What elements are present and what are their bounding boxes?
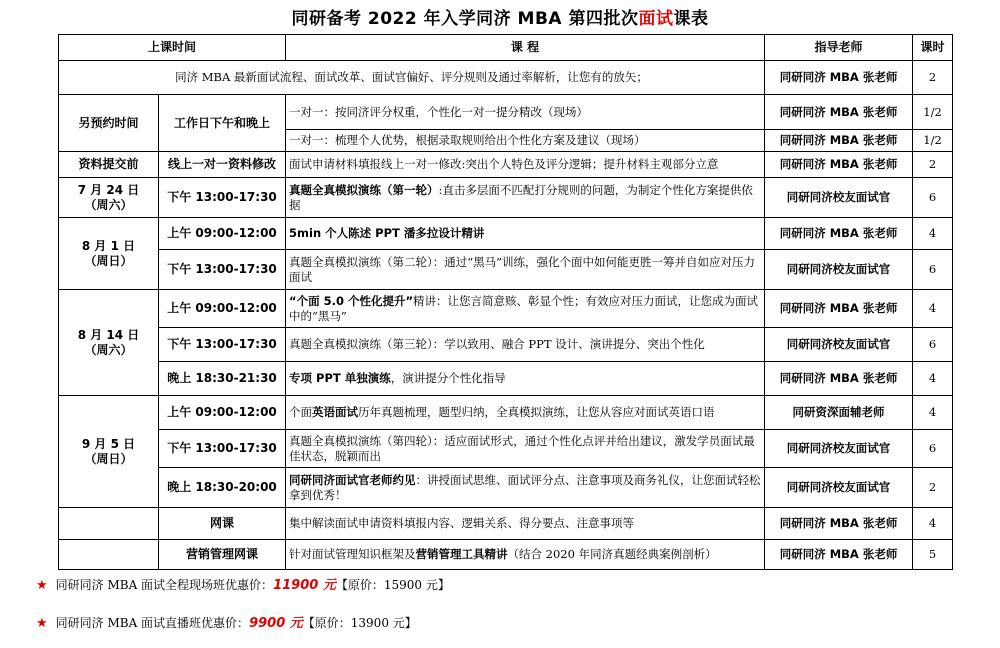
course-cell: 同济 MBA 最新面试流程、面试改革、面试官偏好、评分规则及通过率解析，让您有的放矢；: [59, 61, 765, 95]
date-line: 8 月 14 日: [77, 327, 140, 342]
course-cell: [286, 178, 765, 218]
schedule-table: [58, 34, 953, 570]
table-row: [59, 178, 953, 218]
price-label: 同研同济 MBA 面试全程现场班优惠价：: [55, 578, 274, 592]
course-bold: 英语面试: [312, 405, 359, 419]
star-icon: ★: [36, 616, 48, 631]
course-cell: 面试申请材料填报线上一对一修改:突出个人特色及评分逻辑；提升材料主观部分立意: [286, 152, 765, 178]
empty-cell: [59, 540, 159, 570]
hours-cell: 2: [913, 468, 953, 508]
price-line-live: [36, 612, 417, 631]
title-highlight: 面试: [638, 9, 674, 29]
course-text: :直击多层面不匹配打分规则的问题，为制定个性化方案提供依据: [289, 182, 753, 212]
table-row: [59, 362, 953, 396]
table-row: [59, 218, 953, 250]
course-bold: 5min 个人陈述 PPT 潘多拉设计精讲: [289, 226, 485, 240]
header-teacher: 指导老师: [765, 35, 913, 61]
teacher-cell: 同研同济 MBA 张老师: [765, 290, 913, 328]
teacher-cell: 同研同济 MBA 张老师: [765, 218, 913, 250]
table-row: [59, 250, 953, 290]
course-cell: [286, 290, 765, 328]
table-row: [59, 468, 953, 508]
weekday-line: （周日）: [84, 451, 133, 466]
course-cell: [286, 218, 765, 250]
hours-cell: 4: [913, 362, 953, 396]
date-cell: [59, 396, 159, 508]
hours-cell: 1/2: [913, 130, 953, 152]
teacher-cell: 同研同济 MBA 张老师: [765, 61, 913, 95]
teacher-cell: 同研同济 MBA 张老师: [765, 508, 913, 540]
course-text: 精讲：让您言简意赅、彰显个性；有效应对压力面试，让您成为面试中的“黑马”: [289, 293, 759, 323]
course-cell: [286, 540, 765, 570]
time-cell: 营销管理网课: [159, 540, 286, 570]
discount-price: 11900 元: [273, 578, 336, 593]
date-cell: [59, 290, 159, 396]
course-cell: [286, 362, 765, 396]
original-price: 【原价：15900 元】: [335, 578, 450, 592]
table-row: [59, 290, 953, 328]
course-text: ：讲授面试思维、面试评分点、注意事项及商务礼仪，让您面试轻松拿到优秀！: [289, 472, 761, 502]
date-cell: [59, 178, 159, 218]
time-cell: 上午 09:00-12:00: [159, 396, 286, 430]
table-row: [59, 152, 953, 178]
course-bold: 专项 PPT 单独演练: [289, 371, 391, 385]
title-main: 同研备考 2022 年入学同济 MBA 第四批次: [291, 9, 639, 29]
date-cell: [59, 218, 159, 290]
teacher-cell: 同研同济 MBA 张老师: [765, 540, 913, 570]
price-label: 同研同济 MBA 面试直播班优惠价：: [55, 616, 250, 630]
course-cell: 一对一：梳理个人优势，根据录取规则给出个性化方案及建议（现场）: [286, 130, 765, 152]
table-row: [59, 61, 953, 95]
course-bold: 同研同济面试官老师约见: [289, 472, 416, 487]
time-cell: 线上一对一资料修改: [159, 152, 286, 178]
teacher-cell: 同研同济校友面试官: [765, 178, 913, 218]
time-cell: 晚上 18:30-20:00: [159, 468, 286, 508]
empty-cell: [59, 508, 159, 540]
hours-cell: 5: [913, 540, 953, 570]
time-cell: 网课: [159, 508, 286, 540]
time-cell: 上午 09:00-12:00: [159, 218, 286, 250]
course-cell: [286, 468, 765, 508]
title-suffix: 课表: [673, 9, 709, 29]
course-bold: “个面 5.0 个性化提升”: [289, 293, 414, 308]
weekday-line: （周六）: [84, 197, 133, 212]
course-prefix: 个面: [289, 405, 313, 419]
time-cell: 晚上 18:30-21:30: [159, 362, 286, 396]
course-cell: 真题全真模拟演练（第二轮）：通过“黑马”训练，强化个面中如何能更胜一筹并自如应对压力面试: [286, 250, 765, 290]
hours-cell: 2: [913, 61, 953, 95]
course-text: （结合 2020 年同济真题经典案例剖析）: [507, 547, 717, 561]
course-bold: 营销管理工具精讲: [415, 547, 508, 561]
table-row: [59, 396, 953, 430]
date-cell: 另预约时间: [59, 95, 159, 152]
header-course: 课 程: [286, 35, 765, 61]
teacher-cell: 同研资深面辅老师: [765, 396, 913, 430]
table-row: [59, 95, 953, 130]
hours-cell: 4: [913, 218, 953, 250]
course-cell: 真题全真模拟演练（第四轮）：适应面试形式，通过个性化点评并给出建议，激发学员面试最佳状态，脱颖而出: [286, 430, 765, 468]
table-row: [59, 508, 953, 540]
course-cell: 真题全真模拟演练（第三轮）：学以致用、融合 PPT 设计、演讲提分、突出个性化: [286, 328, 765, 362]
weekday-line: （周日）: [84, 253, 133, 268]
table-row: [59, 540, 953, 570]
time-cell: 下午 13:00-17:30: [159, 178, 286, 218]
header-time: 上课时间: [59, 35, 286, 61]
hours-cell: 2: [913, 152, 953, 178]
teacher-cell: 同研同济校友面试官: [765, 468, 913, 508]
hours-cell: 4: [913, 508, 953, 540]
course-cell: 一对一：按同济评分权重，个性化一对一提分精改（现场）: [286, 95, 765, 130]
teacher-cell: 同研同济 MBA 张老师: [765, 95, 913, 130]
hours-cell: 4: [913, 290, 953, 328]
hours-cell: 6: [913, 328, 953, 362]
time-cell: 下午 13:00-17:30: [159, 250, 286, 290]
hours-cell: 6: [913, 430, 953, 468]
date-cell: 资料提交前: [59, 152, 159, 178]
course-prefix: 针对面试管理知识框架及: [289, 547, 416, 561]
time-cell: 下午 13:00-17:30: [159, 430, 286, 468]
teacher-cell: 同研同济校友面试官: [765, 430, 913, 468]
hours-cell: 4: [913, 396, 953, 430]
time-cell: 工作日下午和晚上: [159, 95, 286, 152]
time-cell: 上午 09:00-12:00: [159, 290, 286, 328]
teacher-cell: 同研同济 MBA 张老师: [765, 152, 913, 178]
page-title: [0, 4, 1000, 29]
discount-price: 9900 元: [249, 616, 303, 631]
date-line: 7 月 24 日: [77, 182, 140, 197]
header-hours: 课时: [913, 35, 953, 61]
course-cell: [286, 396, 765, 430]
teacher-cell: 同研同济校友面试官: [765, 250, 913, 290]
price-line-onsite: [36, 574, 450, 593]
hours-cell: 1/2: [913, 95, 953, 130]
teacher-cell: 同研同济 MBA 张老师: [765, 362, 913, 396]
time-cell: 下午 13:00-17:30: [159, 328, 286, 362]
course-text: 历年真题梳理，题型归纳，全真模拟演练，让您从容应对面试英语口语: [358, 405, 715, 419]
hours-cell: 6: [913, 250, 953, 290]
course-bold: 真题全真模拟演练（第一轮）: [289, 182, 439, 197]
course-cell: 集中解读面试申请资料填报内容、逻辑关系、得分要点、注意事项等: [286, 508, 765, 540]
course-text: ，演讲提分个性化指导: [390, 371, 506, 385]
hours-cell: 6: [913, 178, 953, 218]
header-row: [59, 35, 953, 61]
star-icon: ★: [36, 578, 48, 593]
weekday-line: （周六）: [84, 342, 133, 357]
teacher-cell: 同研同济校友面试官: [765, 328, 913, 362]
original-price: 【原价：13900 元】: [302, 616, 417, 630]
date-line: 9 月 5 日: [81, 436, 136, 451]
date-line: 8 月 1 日: [81, 238, 136, 253]
table-row: [59, 430, 953, 468]
teacher-cell: 同研同济 MBA 张老师: [765, 130, 913, 152]
table-row: [59, 328, 953, 362]
